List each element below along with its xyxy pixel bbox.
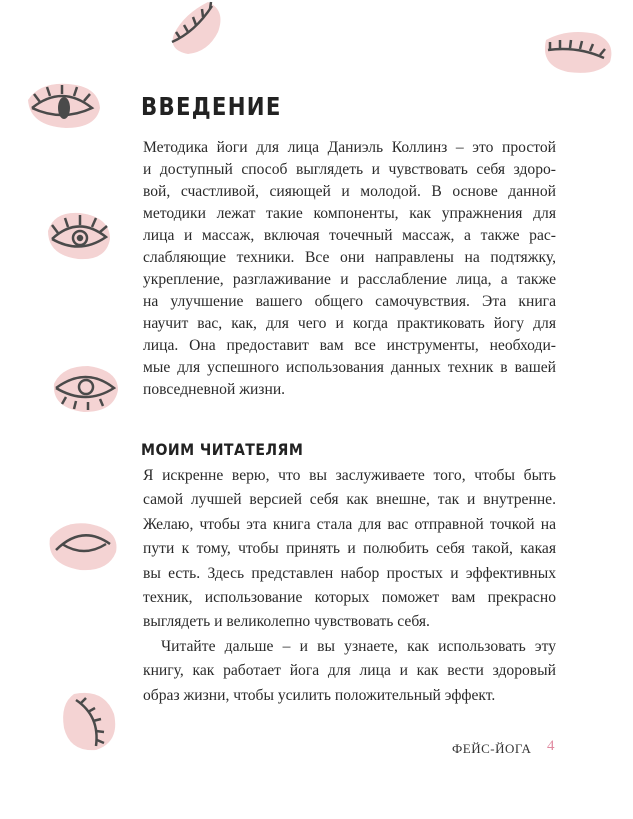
text-line: книгу, как работает йога для лица и как вести здоровый: [143, 662, 556, 680]
text-line: выглядеть и великолепно чувствовать себя.: [143, 613, 430, 631]
closed-eye-icon: [44, 518, 124, 576]
text-line: научит вас, как, для чего и когда практиковать йогу для: [143, 315, 556, 332]
text-line: и доступный способ выглядеть и чувствовать себя здоро-: [143, 161, 556, 178]
running-footer-title: ФЕЙС-ЙОГА: [452, 741, 532, 756]
open-eye-icon: [44, 205, 116, 265]
text-line: вой, счастливой, сияющей и молодой. В основе данной: [143, 183, 556, 200]
text-line: на улучшение вашего общего самочувствия. Эта книга: [143, 293, 556, 310]
text-line: Методика йоги для лица Даниэль Коллинз – это простой: [143, 139, 556, 156]
page-title: ВВЕДЕНИЕ: [141, 92, 282, 121]
closed-eye-icon: [56, 688, 122, 754]
text-line: вы есть. Здесь представлен набор простых и эффективных: [143, 564, 556, 582]
closed-eye-icon: [538, 28, 618, 78]
page-number: 4: [547, 738, 555, 754]
readers-paragraph: [143, 464, 556, 708]
text-line: слабляющие техники. Все они направлены на подтяжку,: [143, 249, 556, 266]
closed-eye-icon: [160, 0, 230, 60]
text-line: пути к тому, чтобы принять и полюбить себя такой, какая: [143, 540, 556, 558]
open-eye-icon: [48, 360, 124, 416]
text-line: лица и массаж, включая точечный массаж, а также рас-: [143, 227, 556, 244]
text-line: мые для успешного использования данных техник в вашей: [143, 359, 556, 376]
text-line: методики лежат такие компоненты, как упражнения для: [143, 205, 556, 222]
text-line: самой лучшей версией себя как внешне, так и внутренне.: [143, 491, 556, 509]
text-line: Читайте дальше – и вы узнаете, как использовать эту: [161, 637, 556, 655]
text-line: повседневной жизни.: [143, 381, 286, 398]
open-eye-icon: [22, 78, 106, 132]
section-heading: МОИМ ЧИТАТЕЛЯМ: [141, 440, 304, 459]
text-line: укрепление, разглаживание и расслабление лица, а также: [143, 271, 556, 288]
text-line: Желаю, чтобы эта книга стала для вас отправной точкой на: [143, 515, 556, 533]
text-line: Я искренне верю, что вы заслуживаете того, чтобы быть: [143, 467, 556, 484]
text-line: лица. Она предоставит вам все инструменты, необходи-: [143, 337, 556, 354]
intro-paragraph: [143, 137, 556, 401]
text-line: техник, использование которых поможет вам прекрасно: [143, 589, 556, 607]
text-line: образ жизни, чтобы усилить положительный эффект.: [143, 686, 496, 704]
